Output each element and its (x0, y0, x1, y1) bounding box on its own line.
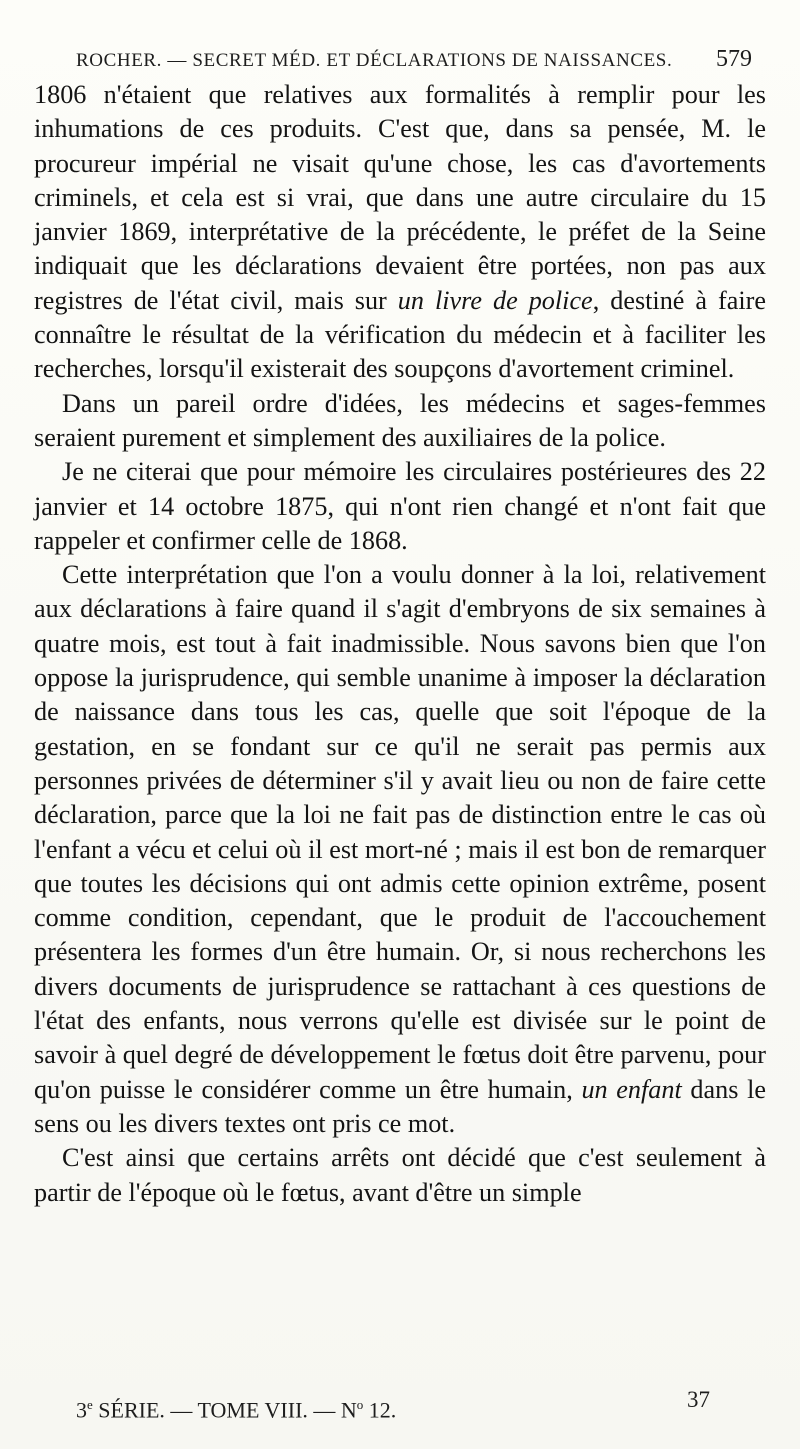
paragraph-4 (34, 558, 766, 1141)
paragraph-2 (34, 387, 766, 456)
series-info (76, 1397, 396, 1423)
issue-abbrev: o (356, 1396, 364, 1412)
series-suffix: e (87, 1396, 93, 1412)
series-volume: SÉRIE. — TOME VIII. — N (92, 1397, 357, 1422)
paragraph-5 (34, 1141, 766, 1210)
paragraph-text: dans le sens ou les divers textes ont pris ce mot. (34, 1074, 766, 1138)
paragraph-text: C'est ainsi que certains arrêts ont décidé que c'est seulement à partir de l'époque où le fœtus, avant d'être un simple (34, 1143, 766, 1207)
body-text (34, 78, 766, 1210)
series-number: 3 (76, 1397, 87, 1422)
paragraph-text: , destiné à faire connaître le résultat de la vérification du médecin et à faciliter les recherches, lorsqu'il existerait des soupçons d'avortement criminel. (34, 285, 766, 384)
issue-number: 12. (363, 1397, 397, 1422)
signature-mark: 37 (687, 1387, 710, 1412)
running-head (76, 46, 752, 73)
paragraph-3 (34, 455, 766, 558)
paragraph-1 (34, 78, 766, 387)
paragraph-text: Dans un pareil ordre d'idées, les médecins et sages-femmes seraient purement et simplement des auxiliaires de la police. (34, 388, 766, 452)
paragraph-text: 1806 n'étaient que relatives aux formalités à remplir pour les inhumations de ces produits. C'est que, dans sa pensée, M. le procureur impérial ne visait qu'une chose, les cas d'avortements criminels, et cela est si vrai, que dans une autre circulaire du 15 janvier 1869, interprétative de la précédente, le préfet de la Seine indiquait que les déclarations devaient être portées, non pas aux registres de l'état civil, mais sur (34, 80, 766, 315)
running-title: ROCHER. — SECRET MÉD. ET DÉCLARATIONS DE NAISSANCES. (76, 50, 673, 71)
italic-phrase: un enfant (581, 1074, 682, 1104)
paragraph-text: Je ne citerai que pour mémoire les circulaires postérieures des 22 janvier et 14 octobre 1875, qui n'ont rien changé et n'ont fait que rappeler et confirmer celle de 1868. (34, 457, 766, 555)
italic-phrase: un livre de police (397, 285, 593, 315)
page-number: 579 (716, 46, 752, 72)
page-footer (76, 1387, 710, 1423)
paragraph-text: Cette interprétation que l'on a voulu donner à la loi, relativement aux déclarations à faire quand il s'agit d'embryons de six semaines à quatre mois, est tout à fait inadmissible. Nous savons bien que l'on oppose la jurisprudence, qui semble unanime à imposer la déclaration de naissance dans tous les cas, quelle que soit l'époque de la gestation, en se fondant sur ce qu'il ne serait pas permis aux personnes privées de déterminer s'il y avait lieu ou non de faire cette déclaration, parce que la loi ne fait pas de distinction entre le cas où l'enfant a vécu et celui où il est mort-né ; mais il est bon de remarquer que toutes les décisions qui ont admis cette opinion extrême, posent comme condition, cependant, que le produit de l'accouchement présentera les formes d'un être humain. Or, si nous recherchons les divers documents de jurisprudence se rattachant à ces questions de l'état des enfants, nous verrons qu'elle est divisée sur le point de savoir à quel degré de développement le fœtus doit être parvenu, pour qu'on puisse le considérer comme un être humain, (34, 560, 766, 1104)
